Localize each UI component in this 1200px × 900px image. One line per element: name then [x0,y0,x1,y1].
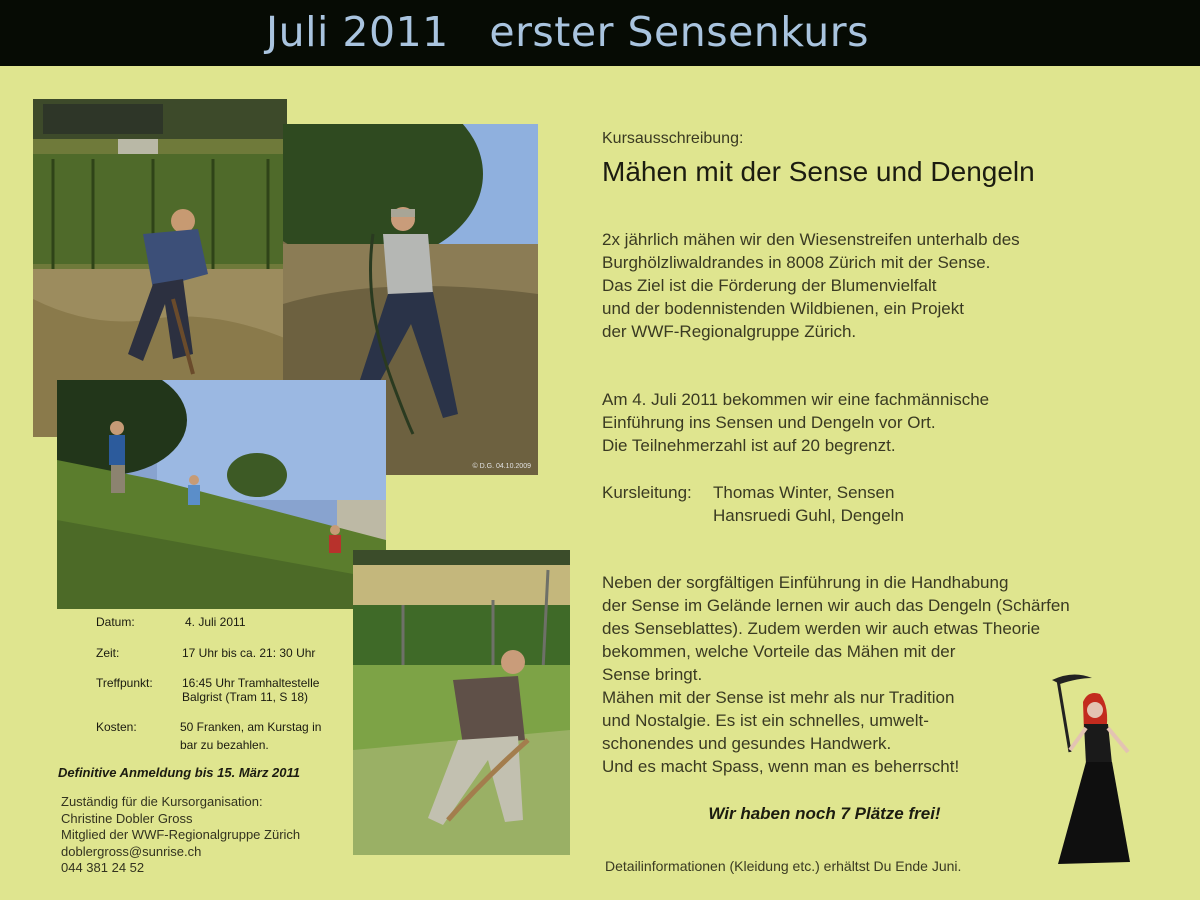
leader-name: Thomas Winter, Sensen [713,483,895,502]
text-line: Sense bringt. [602,665,703,684]
leaders-label: Kursleitung: [602,483,692,502]
paragraph-details [602,571,1070,778]
kicker: Kursausschreibung: [602,130,744,147]
contact-email: doblergross@sunrise.ch [61,843,202,859]
course-details [0,0,360,900]
value-treffpunkt: 16:45 Uhr Tramhaltestelle [182,676,320,690]
label-kosten: Kosten: [96,720,137,734]
text-line: bekommen, welche Vorteile das Mähen mit der [602,642,956,661]
label-datum: Datum: [96,615,135,629]
contact-block [61,794,300,877]
value-datum: 4. Juli 2011 [185,615,246,629]
announcement-heading: Mähen mit der Sense und Dengeln [602,156,1035,187]
leaders-list [713,481,904,527]
text-line: schonendes und gesundes Handwerk. [602,734,892,753]
registration-deadline: Definitive Anmeldung bis 15. März 2011 [58,765,301,780]
text-line: Am 4. Juli 2011 bekommen wir eine fachmännische [602,390,990,409]
page-title: Juli 2011 erster Sensenkurs [266,8,869,56]
paragraph-date [602,388,989,457]
text-line: 2x jährlich mähen wir den Wiesenstreifen unterhalb des [602,230,1020,249]
text-line: Mähen mit der Sense ist mehr als nur Tradition [602,688,955,707]
text-line: Burghölzliwaldrandes in 8008 Zürich mit der Sense. [602,253,991,272]
label-zeit: Zeit: [96,646,120,660]
contact-line: Zuständig für die Kursorganisation: [61,794,263,809]
contact-name: Christine Dobler Gross [61,810,193,826]
reaper-figure [1048,672,1140,882]
value-kosten-2: bar zu bezahlen. [180,738,269,752]
free-slots: Wir haben noch 7 Plätze frei! [708,804,941,823]
leader-name: Hansruedi Guhl, Dengeln [713,506,904,525]
text-line: der Sense im Gelände lernen wir auch das Dengeln (Schärfen [602,596,1070,615]
text-line: der WWF-Regionalgruppe Zürich. [602,322,857,341]
text-line: Neben der sorgfältigen Einführung in die Handhabung [602,573,1009,592]
text-line: Das Ziel ist die Förderung der Blumenvielfalt [602,276,937,295]
contact-line: Mitglied der WWF-Regionalgruppe Zürich [61,827,301,842]
photo-credit: © D.G. 04.10.2009 [472,463,531,470]
value-treffpunkt-2: Balgrist (Tram 11, S 18) [182,690,309,704]
text-line: Einführung ins Sensen und Dengeln vor Ort. [602,413,936,432]
text-line: Und es macht Spass, wenn man es beherrscht! [602,757,960,776]
paragraph-intro [602,228,1020,343]
text-line: Die Teilnehmerzahl ist auf 20 begrenzt. [602,436,896,455]
footer-note: Detailinformationen (Kleidung etc.) erhältst Du Ende Juni. [605,858,962,874]
text-line: und der bodennistenden Wildbienen, ein Projekt [602,299,964,318]
value-zeit: 17 Uhr bis ca. 21: 30 Uhr [182,646,316,660]
text-line: und Nostalgie. Es ist ein schnelles, umwelt- [602,711,929,730]
value-kosten: 50 Franken, am Kurstag in [180,720,322,734]
photo-smiling-mower [353,550,570,855]
label-treffpunkt: Treffpunkt: [96,676,153,690]
contact-phone: 044 381 24 52 [61,860,145,875]
text-line: des Senseblattes). Zudem werden wir auch etwas Theorie [602,619,1041,638]
